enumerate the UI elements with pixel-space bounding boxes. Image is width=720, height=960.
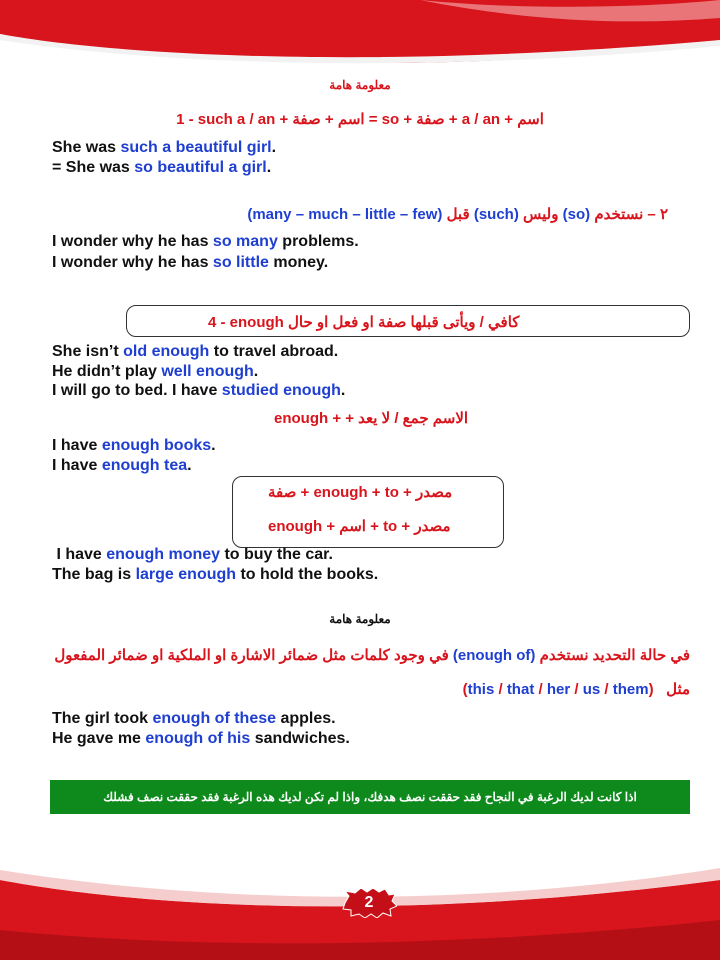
highlight: so beautiful a girl xyxy=(134,159,267,176)
rule-1 xyxy=(0,110,720,128)
example-line: I will go to bed. I have studied enough. xyxy=(52,382,346,399)
rule-1-eq: = so + xyxy=(364,111,417,128)
example-line: He gave me enough of his sandwiches. xyxy=(52,730,350,747)
rule-1-right-ar: صفة xyxy=(416,111,445,128)
formula-line-1: صفة + enough + to + مصدر xyxy=(268,484,453,501)
rule-7-examples: مثل (this / that / her / us / them) xyxy=(462,681,690,698)
page-number: 2 xyxy=(364,894,374,911)
example-line: I wonder why he has so many problems. xyxy=(52,233,359,250)
rule-1-right-en: + a / an + xyxy=(444,111,518,128)
highlight: so little xyxy=(212,254,269,271)
highlight: enough of his xyxy=(145,730,251,747)
example-line: He didn’t play well enough. xyxy=(52,363,259,380)
highlight: enough tea xyxy=(101,457,188,474)
example-line: The bag is large enough to hold the books. xyxy=(52,566,379,583)
formula-line-2: enough + اسم + to + مصدر xyxy=(268,518,451,535)
example-line: The girl took enough of these apples. xyxy=(52,710,336,727)
rule-2: ٢ – نستخدم (so) وليس (such) قبل (many – much – little – few) xyxy=(247,206,668,223)
highlight: so many xyxy=(212,233,278,250)
example-line: She isn’t old enough to travel abroad. xyxy=(52,343,339,360)
rule-1-mid: اسم + صفة xyxy=(292,111,365,128)
highlight: enough of these xyxy=(152,710,277,727)
highlight: well enough xyxy=(161,363,254,380)
highlight: studied enough xyxy=(221,382,341,399)
highlight: large enough xyxy=(135,566,237,583)
rule-4: 4 - enough كافي / ويأتى قبلها صفة او فعل او حال xyxy=(208,314,520,331)
example-line: I have enough tea. xyxy=(52,457,192,474)
rule-5: enough + الاسم جمع / لا يعد + xyxy=(274,410,469,427)
important-note-heading: معلومة هامة xyxy=(329,612,391,626)
top-wave-decoration xyxy=(0,0,720,70)
example-line: I have enough books. xyxy=(52,437,216,454)
motivation-banner: اذا كانت لديك الرغبة في النجاح فقد حققت نصف هدفك، واذا لم تكن لديك هذه الرغبة فقد حققت نصف فشلك xyxy=(50,780,690,814)
rule-1-end: اسم xyxy=(517,111,544,128)
important-note-heading: معلومة هامة xyxy=(329,78,391,92)
example-line: I wonder why he has so little money. xyxy=(52,254,329,271)
example-line: = She was so beautiful a girl. xyxy=(52,159,272,176)
rule-7: في حالة التحديد نستخدم (enough of) في وجود كلمات مثل ضمائر الاشارة او الملكية او ضمائر المفعول xyxy=(54,647,690,664)
rule-1-left: 1 - such a / an + xyxy=(176,111,293,128)
highlight: old enough xyxy=(123,343,210,360)
highlight: such a beautiful girl xyxy=(120,139,272,156)
example-line: She was such a beautiful girl. xyxy=(52,139,277,156)
highlight: enough books xyxy=(101,437,212,454)
highlight: enough money xyxy=(106,546,221,563)
example-line: I have enough money to buy the car. xyxy=(52,546,333,563)
